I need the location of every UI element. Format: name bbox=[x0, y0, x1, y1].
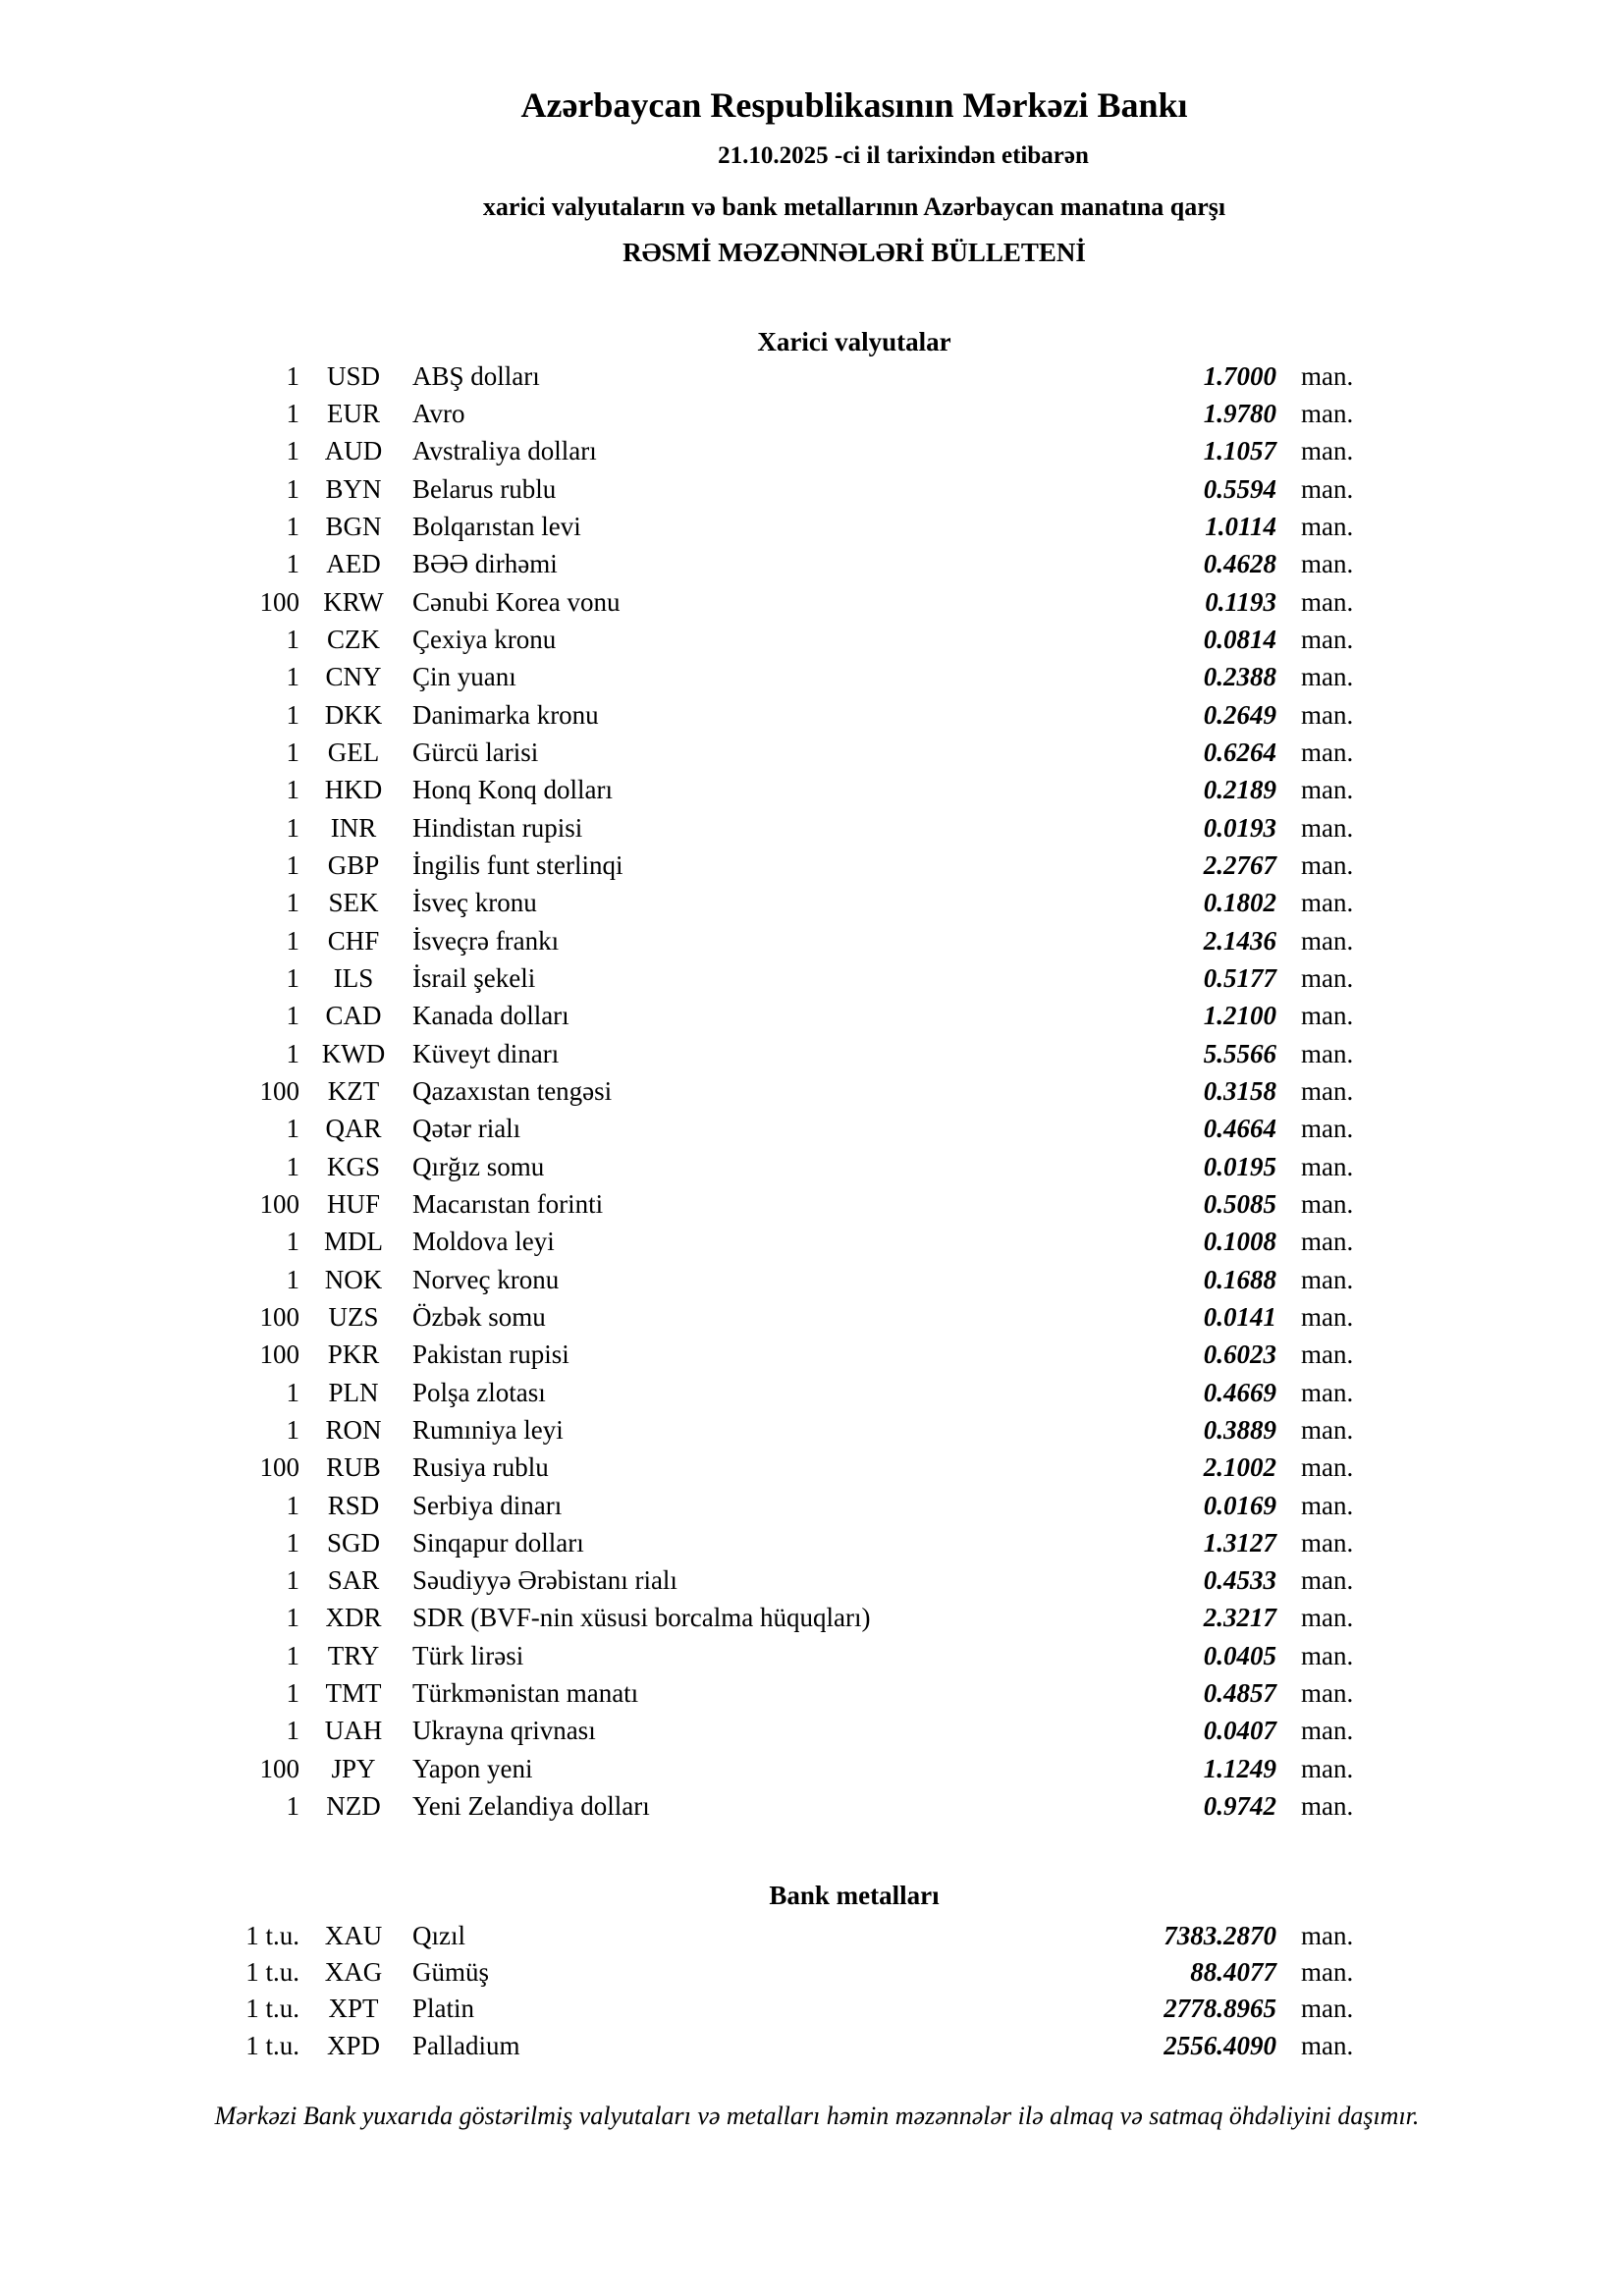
currency-name-cell: Palladium bbox=[412, 2030, 520, 2060]
currency-code-cell: SEK bbox=[328, 888, 379, 918]
currency-code-cell: XPT bbox=[328, 1994, 379, 2024]
unit-cell: man. bbox=[1301, 888, 1354, 918]
currency-name-cell: Küveyt dinarı bbox=[412, 1038, 560, 1068]
rate-value-cell: 1.9780 bbox=[1203, 398, 1276, 428]
currency-name-cell: SDR (BVF-nin xüsusi borcalma hüquqları) bbox=[412, 1603, 871, 1633]
rate-row bbox=[0, 1562, 1434, 1600]
unit-cell: man. bbox=[1301, 1227, 1354, 1257]
currency-code-cell: RON bbox=[325, 1414, 382, 1445]
unit-cell: man. bbox=[1301, 1957, 1354, 1988]
currency-code-cell: MDL bbox=[324, 1227, 383, 1257]
quantity-cell: 1 bbox=[286, 1001, 299, 1031]
unit-cell: man. bbox=[1301, 1075, 1354, 1106]
currency-name-cell: BƏƏ dirhəmi bbox=[412, 549, 558, 579]
currency-name-cell: Gürcü larisi bbox=[412, 737, 539, 767]
rate-value-cell: 0.2189 bbox=[1203, 775, 1276, 805]
quantity-cell: 1 bbox=[286, 624, 299, 654]
currency-code-cell: BGN bbox=[325, 511, 382, 541]
currency-name-cell: İsrail şekeli bbox=[412, 962, 536, 993]
rate-value-cell: 1.7000 bbox=[1203, 360, 1276, 391]
currency-code-cell: ILS bbox=[333, 962, 374, 993]
rate-row bbox=[0, 1298, 1434, 1336]
rate-value-cell: 2.2767 bbox=[1203, 849, 1276, 880]
rate-value-cell: 0.1802 bbox=[1203, 888, 1276, 918]
rate-value-cell: 0.6264 bbox=[1203, 737, 1276, 767]
rate-row bbox=[0, 357, 1434, 395]
bulletin-title: RƏSMİ MƏZƏNNƏLƏRİ BÜLLETENİ bbox=[623, 238, 1086, 267]
currency-code-cell: RSD bbox=[327, 1490, 380, 1520]
currency-name-cell: Qazaxıstan tengəsi bbox=[412, 1075, 613, 1106]
unit-cell: man. bbox=[1301, 775, 1354, 805]
rate-value-cell: 2778.8965 bbox=[1164, 1994, 1276, 2024]
currency-name-cell: Gümüş bbox=[412, 1957, 490, 1988]
rate-value-cell: 2.1436 bbox=[1203, 925, 1276, 956]
currency-code-cell: XAU bbox=[324, 1921, 383, 1951]
unit-cell: man. bbox=[1301, 1301, 1354, 1332]
currency-name-cell: Platin bbox=[412, 1994, 475, 2024]
rate-value-cell: 0.0405 bbox=[1203, 1640, 1276, 1670]
unit-cell: man. bbox=[1301, 699, 1354, 730]
currency-name-cell: Çin yuanı bbox=[412, 662, 516, 692]
currency-code-cell: SAR bbox=[327, 1565, 380, 1596]
currency-code-cell: TMT bbox=[325, 1678, 382, 1709]
rate-row bbox=[0, 1600, 1434, 1637]
quantity-cell: 100 bbox=[259, 1301, 299, 1332]
quantity-cell: 1 bbox=[286, 1227, 299, 1257]
quantity-cell: 100 bbox=[259, 586, 299, 617]
quantity-cell: 1 bbox=[286, 1603, 299, 1633]
currency-name-cell: Hindistan rupisi bbox=[412, 812, 583, 843]
quantity-cell: 1 bbox=[286, 925, 299, 956]
quantity-cell: 1 t.u. bbox=[245, 1994, 299, 2024]
rate-value-cell: 0.3889 bbox=[1203, 1414, 1276, 1445]
currency-code-cell: AED bbox=[326, 549, 381, 579]
currency-name-cell: Ukrayna qrivnası bbox=[412, 1716, 596, 1746]
currency-name-cell: Cənubi Korea vonu bbox=[412, 586, 621, 617]
rate-value-cell: 0.0169 bbox=[1203, 1490, 1276, 1520]
currency-name-cell: Qırğız somu bbox=[412, 1151, 545, 1181]
currency-name-cell: Serbiya dinarı bbox=[412, 1490, 563, 1520]
rate-value-cell: 0.1688 bbox=[1203, 1264, 1276, 1294]
quantity-cell: 1 t.u. bbox=[245, 2030, 299, 2060]
currency-name-cell: Honq Konq dolları bbox=[412, 775, 613, 805]
metal-rates-table bbox=[0, 1918, 1434, 2064]
unit-cell: man. bbox=[1301, 1151, 1354, 1181]
unit-cell: man. bbox=[1301, 436, 1354, 466]
unit-cell: man. bbox=[1301, 962, 1354, 993]
quantity-cell: 1 bbox=[286, 662, 299, 692]
quantity-cell: 1 bbox=[286, 849, 299, 880]
rate-row bbox=[0, 1374, 1434, 1411]
quantity-cell: 1 bbox=[286, 962, 299, 993]
rate-row bbox=[0, 1954, 1434, 1991]
quantity-cell: 1 bbox=[286, 699, 299, 730]
unit-cell: man. bbox=[1301, 1038, 1354, 1068]
quantity-cell: 100 bbox=[259, 1452, 299, 1483]
rate-row bbox=[0, 433, 1434, 470]
currency-name-cell: İsveç kronu bbox=[412, 888, 537, 918]
currency-name-cell: Rusiya rublu bbox=[412, 1452, 549, 1483]
currency-code-cell: KRW bbox=[323, 586, 384, 617]
currency-code-cell: CZK bbox=[327, 624, 380, 654]
currency-name-cell: Bolqarıstan levi bbox=[412, 511, 581, 541]
unit-cell: man. bbox=[1301, 1490, 1354, 1520]
currency-name-cell: Norveç kronu bbox=[412, 1264, 560, 1294]
unit-cell: man. bbox=[1301, 1114, 1354, 1144]
rate-value-cell: 1.1249 bbox=[1203, 1753, 1276, 1783]
effective-date-line: 21.10.2025 -ci il tarixindən etibarən bbox=[718, 142, 1089, 169]
currency-code-cell: XPD bbox=[326, 2030, 380, 2060]
rate-row bbox=[0, 1148, 1434, 1185]
currency-code-cell: GEL bbox=[327, 737, 380, 767]
quantity-cell: 1 bbox=[286, 436, 299, 466]
rate-row bbox=[0, 1035, 1434, 1072]
currency-code-cell: EUR bbox=[327, 398, 380, 428]
currency-name-cell: Kanada dolları bbox=[412, 1001, 569, 1031]
currency-name-cell: Moldova leyi bbox=[412, 1227, 555, 1257]
quantity-cell: 1 bbox=[286, 1414, 299, 1445]
currency-name-cell: Özbək somu bbox=[412, 1301, 546, 1332]
currency-code-cell: PKR bbox=[327, 1339, 380, 1370]
rate-row bbox=[0, 885, 1434, 922]
rate-value-cell: 0.0814 bbox=[1203, 624, 1276, 654]
rate-row bbox=[0, 659, 1434, 696]
rate-value-cell: 0.5594 bbox=[1203, 473, 1276, 504]
currency-code-cell: BYN bbox=[325, 473, 382, 504]
quantity-cell: 1 bbox=[286, 1565, 299, 1596]
rate-row bbox=[0, 847, 1434, 884]
currency-name-cell: Avstraliya dolları bbox=[412, 436, 597, 466]
rate-value-cell: 0.4669 bbox=[1203, 1377, 1276, 1407]
currency-code-cell: QAR bbox=[325, 1114, 382, 1144]
rate-value-cell: 0.5085 bbox=[1203, 1188, 1276, 1219]
quantity-cell: 1 bbox=[286, 549, 299, 579]
rate-value-cell: 0.1008 bbox=[1203, 1227, 1276, 1257]
rate-value-cell: 0.3158 bbox=[1203, 1075, 1276, 1106]
unit-cell: man. bbox=[1301, 1994, 1354, 2024]
rate-row bbox=[0, 395, 1434, 432]
currency-name-cell: İngilis funt sterlinqi bbox=[412, 849, 623, 880]
rate-row bbox=[0, 1111, 1434, 1148]
rate-row bbox=[0, 1487, 1434, 1524]
rate-value-cell: 7383.2870 bbox=[1164, 1921, 1276, 1951]
unit-cell: man. bbox=[1301, 360, 1354, 391]
rate-row bbox=[0, 734, 1434, 771]
rate-row bbox=[0, 1449, 1434, 1487]
rate-row bbox=[0, 1185, 1434, 1223]
currency-code-cell: XDR bbox=[325, 1603, 382, 1633]
currency-code-cell: CAD bbox=[325, 1001, 382, 1031]
currency-code-cell: UAH bbox=[324, 1716, 383, 1746]
currency-code-cell: HKD bbox=[324, 775, 383, 805]
rate-row bbox=[0, 1337, 1434, 1374]
currency-code-cell: CNY bbox=[325, 662, 382, 692]
quantity-cell: 100 bbox=[259, 1339, 299, 1370]
quantity-cell: 1 bbox=[286, 737, 299, 767]
rate-row bbox=[0, 470, 1434, 508]
currency-name-cell: Türk lirəsi bbox=[412, 1640, 524, 1670]
unit-cell: man. bbox=[1301, 473, 1354, 504]
quantity-cell: 1 bbox=[286, 1791, 299, 1822]
unit-cell: man. bbox=[1301, 1791, 1354, 1822]
unit-cell: man. bbox=[1301, 1377, 1354, 1407]
rate-value-cell: 0.1193 bbox=[1205, 586, 1276, 617]
rate-value-cell: 0.2649 bbox=[1203, 699, 1276, 730]
quantity-cell: 1 bbox=[286, 360, 299, 391]
rate-row bbox=[0, 621, 1434, 658]
quantity-cell: 1 bbox=[286, 473, 299, 504]
quantity-cell: 1 t.u. bbox=[245, 1921, 299, 1951]
quantity-cell: 1 bbox=[286, 398, 299, 428]
rate-row bbox=[0, 772, 1434, 809]
rate-value-cell: 0.0407 bbox=[1203, 1716, 1276, 1746]
currency-name-cell: Sinqapur dolları bbox=[412, 1527, 584, 1558]
rate-row bbox=[0, 546, 1434, 583]
currency-name-cell: Rumıniya leyi bbox=[412, 1414, 564, 1445]
unit-cell: man. bbox=[1301, 1264, 1354, 1294]
rate-row bbox=[0, 508, 1434, 545]
bank-title: Azərbaycan Respublikasının Mərkəzi Bankı bbox=[520, 85, 1188, 125]
currency-name-cell: Belarus rublu bbox=[412, 473, 557, 504]
currency-code-cell: TRY bbox=[327, 1640, 380, 1670]
rate-value-cell: 0.4664 bbox=[1203, 1114, 1276, 1144]
quantity-cell: 1 bbox=[286, 1678, 299, 1709]
rate-value-cell: 1.2100 bbox=[1203, 1001, 1276, 1031]
rate-row bbox=[0, 1674, 1434, 1712]
currency-code-cell: PLN bbox=[328, 1377, 379, 1407]
rate-value-cell: 2556.4090 bbox=[1164, 2030, 1276, 2060]
rate-row bbox=[0, 1524, 1434, 1561]
currency-name-cell: Avro bbox=[412, 398, 465, 428]
obligation-note: Mərkəzi Bank yuxarıda göstərilmiş valyutaları və metalları həmin məzənnələr ilə almaq və satmaq öhdəliyini daşımır. bbox=[214, 2102, 1420, 2130]
rate-value-cell: 5.5566 bbox=[1203, 1038, 1276, 1068]
currency-name-cell: Türkmənistan manatı bbox=[412, 1678, 639, 1709]
section-title-bank-metals: Bank metalları bbox=[769, 1881, 940, 1910]
currency-name-cell: ABŞ dolları bbox=[412, 360, 540, 391]
rate-value-cell: 0.0193 bbox=[1203, 812, 1276, 843]
quantity-cell: 1 bbox=[286, 888, 299, 918]
rate-row bbox=[0, 1918, 1434, 1954]
currency-code-cell: KGS bbox=[326, 1151, 380, 1181]
unit-cell: man. bbox=[1301, 1339, 1354, 1370]
quantity-cell: 1 bbox=[286, 775, 299, 805]
rate-row bbox=[0, 1787, 1434, 1825]
unit-cell: man. bbox=[1301, 1678, 1354, 1709]
unit-cell: man. bbox=[1301, 1188, 1354, 1219]
currency-code-cell: XAG bbox=[324, 1957, 383, 1988]
currency-name-cell: Yapon yeni bbox=[412, 1753, 533, 1783]
quantity-cell: 1 bbox=[286, 1640, 299, 1670]
quantity-cell: 1 bbox=[286, 1377, 299, 1407]
quantity-cell: 1 bbox=[286, 1151, 299, 1181]
rate-row bbox=[0, 1261, 1434, 1298]
unit-cell: man. bbox=[1301, 849, 1354, 880]
unit-cell: man. bbox=[1301, 549, 1354, 579]
unit-cell: man. bbox=[1301, 1603, 1354, 1633]
rate-value-cell: 1.3127 bbox=[1203, 1527, 1276, 1558]
currency-code-cell: SGD bbox=[326, 1527, 380, 1558]
rate-value-cell: 0.6023 bbox=[1203, 1339, 1276, 1370]
currency-name-cell: Qətər rialı bbox=[412, 1114, 521, 1144]
rate-value-cell: 0.9742 bbox=[1203, 1791, 1276, 1822]
unit-cell: man. bbox=[1301, 1527, 1354, 1558]
currency-rates-table bbox=[0, 357, 1434, 1826]
unit-cell: man. bbox=[1301, 1753, 1354, 1783]
rate-row bbox=[0, 696, 1434, 734]
currency-code-cell: NOK bbox=[324, 1264, 383, 1294]
quantity-cell: 1 t.u. bbox=[245, 1957, 299, 1988]
bulletin-subtitle: xarici valyutaların və bank metallarının Azərbaycan manatına qarşı bbox=[482, 192, 1226, 221]
currency-code-cell: UZS bbox=[328, 1301, 379, 1332]
currency-name-cell: Macarıstan forinti bbox=[412, 1188, 604, 1219]
rate-value-cell: 1.1057 bbox=[1203, 436, 1276, 466]
currency-code-cell: KWD bbox=[321, 1038, 386, 1068]
rate-row bbox=[0, 998, 1434, 1035]
unit-cell: man. bbox=[1301, 624, 1354, 654]
currency-code-cell: AUD bbox=[324, 436, 383, 466]
quantity-cell: 1 bbox=[286, 1114, 299, 1144]
rate-row bbox=[0, 1224, 1434, 1261]
quantity-cell: 1 bbox=[286, 812, 299, 843]
rate-row bbox=[0, 1713, 1434, 1750]
unit-cell: man. bbox=[1301, 737, 1354, 767]
unit-cell: man. bbox=[1301, 2030, 1354, 2060]
rate-value-cell: 0.5177 bbox=[1203, 962, 1276, 993]
rate-row bbox=[0, 583, 1434, 621]
unit-cell: man. bbox=[1301, 1565, 1354, 1596]
quantity-cell: 1 bbox=[286, 1264, 299, 1294]
unit-cell: man. bbox=[1301, 925, 1354, 956]
rate-row bbox=[0, 1750, 1434, 1787]
currency-name-cell: Səudiyyə Ərəbistanı rialı bbox=[412, 1565, 677, 1596]
quantity-cell: 100 bbox=[259, 1075, 299, 1106]
unit-cell: man. bbox=[1301, 662, 1354, 692]
rate-row bbox=[0, 959, 1434, 997]
rate-value-cell: 0.0195 bbox=[1203, 1151, 1276, 1181]
quantity-cell: 1 bbox=[286, 511, 299, 541]
quantity-cell: 1 bbox=[286, 1038, 299, 1068]
rate-value-cell: 0.4857 bbox=[1203, 1678, 1276, 1709]
unit-cell: man. bbox=[1301, 1414, 1354, 1445]
rate-row bbox=[0, 1991, 1434, 2027]
quantity-cell: 1 bbox=[286, 1527, 299, 1558]
currency-code-cell: GBP bbox=[327, 849, 380, 880]
rate-value-cell: 0.2388 bbox=[1203, 662, 1276, 692]
unit-cell: man. bbox=[1301, 1452, 1354, 1483]
unit-cell: man. bbox=[1301, 812, 1354, 843]
quantity-cell: 1 bbox=[286, 1490, 299, 1520]
unit-cell: man. bbox=[1301, 1640, 1354, 1670]
currency-code-cell: HUF bbox=[326, 1188, 380, 1219]
unit-cell: man. bbox=[1301, 586, 1354, 617]
rate-value-cell: 0.0141 bbox=[1203, 1301, 1276, 1332]
unit-cell: man. bbox=[1301, 511, 1354, 541]
rate-value-cell: 2.3217 bbox=[1203, 1603, 1276, 1633]
rate-row bbox=[0, 809, 1434, 847]
currency-name-cell: Danimarka kronu bbox=[412, 699, 599, 730]
rate-row bbox=[0, 922, 1434, 959]
rate-row bbox=[0, 1411, 1434, 1449]
unit-cell: man. bbox=[1301, 1001, 1354, 1031]
currency-name-cell: Çexiya kronu bbox=[412, 624, 557, 654]
currency-name-cell: İsveçrə frankı bbox=[412, 925, 560, 956]
currency-code-cell: KZT bbox=[327, 1075, 380, 1106]
currency-name-cell: Polşa zlotası bbox=[412, 1377, 546, 1407]
currency-name-cell: Yeni Zelandiya dolları bbox=[412, 1791, 650, 1822]
quantity-cell: 100 bbox=[259, 1188, 299, 1219]
currency-name-cell: Pakistan rupisi bbox=[412, 1339, 569, 1370]
unit-cell: man. bbox=[1301, 1716, 1354, 1746]
currency-code-cell: CHF bbox=[327, 925, 380, 956]
rate-value-cell: 2.1002 bbox=[1203, 1452, 1276, 1483]
quantity-cell: 100 bbox=[259, 1753, 299, 1783]
rate-row bbox=[0, 1072, 1434, 1110]
section-title-foreign-currencies: Xarici valyutalar bbox=[757, 327, 951, 356]
unit-cell: man. bbox=[1301, 1921, 1354, 1951]
rate-value-cell: 88.4077 bbox=[1190, 1957, 1276, 1988]
quantity-cell: 1 bbox=[286, 1716, 299, 1746]
currency-code-cell: USD bbox=[326, 360, 380, 391]
currency-code-cell: RUB bbox=[326, 1452, 381, 1483]
rate-value-cell: 0.4628 bbox=[1203, 549, 1276, 579]
currency-code-cell: DKK bbox=[324, 699, 383, 730]
currency-name-cell: Qızıl bbox=[412, 1921, 465, 1951]
rate-row bbox=[0, 2028, 1434, 2064]
currency-code-cell: JPY bbox=[331, 1753, 376, 1783]
rate-value-cell: 1.0114 bbox=[1205, 511, 1276, 541]
unit-cell: man. bbox=[1301, 398, 1354, 428]
rate-row bbox=[0, 1637, 1434, 1674]
currency-code-cell: NZD bbox=[326, 1791, 381, 1822]
rate-value-cell: 0.4533 bbox=[1203, 1565, 1276, 1596]
currency-code-cell: INR bbox=[330, 812, 377, 843]
